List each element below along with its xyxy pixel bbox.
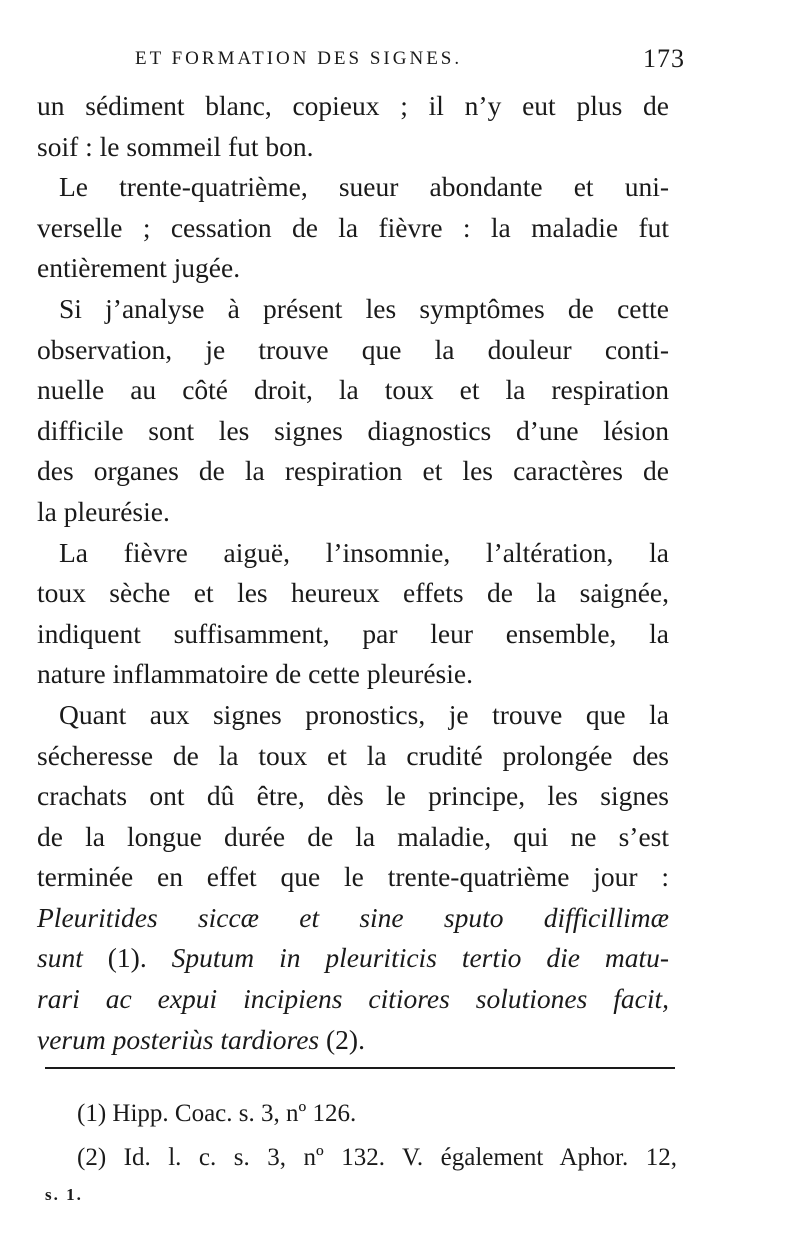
- text-line: Quant aux signes pronostics, je trouve que la: [59, 698, 669, 730]
- latin-quote-line: [37, 1020, 669, 1061]
- text-line: la pleurésie.: [37, 495, 170, 527]
- footnote-2-continuation: s. 1.: [45, 1185, 83, 1204]
- text-line: indiquent suffisamment, par leur ensemble, la: [37, 617, 669, 649]
- running-title: ET FORMATION DES SIGNES.: [135, 48, 463, 69]
- text-line: difficile sont les signes diagnostics d’une lésion: [37, 414, 669, 446]
- text-line: de la longue durée de la maladie, qui ne s’est: [37, 820, 669, 852]
- footnote-divider: [45, 1067, 675, 1069]
- latin-quote-line: Pleuritides siccæ et sine sputo difficillimæ: [37, 901, 669, 933]
- footnote-2: (2) Id. l. c. s. 3, nº 132. V. également Aphor. 12,: [77, 1144, 677, 1171]
- footnote-ref: (1).: [82, 942, 172, 974]
- footnotes: [45, 1092, 677, 1210]
- text-line: Le trente-quatrième, sueur abondante et uni-: [59, 171, 669, 203]
- latin-quote-word: sunt: [37, 942, 83, 974]
- text-line: toux sèche et les heureux effets de la saignée,: [37, 577, 669, 609]
- text-line: crachats ont dû être, dès le principe, les signes: [37, 780, 669, 812]
- latin-quote-line: [37, 938, 669, 979]
- latin-quote-line: rari ac expui incipiens citiores solutiones facit,: [37, 983, 669, 1015]
- latin-quote-fragment: verum posteriùs tardiores: [37, 1023, 320, 1055]
- text-line: soif : le sommeil fut bon.: [37, 130, 314, 162]
- text-line: entièrement jugée.: [37, 252, 241, 284]
- text-line: verselle ; cessation de la fièvre : la maladie fut: [37, 211, 669, 243]
- footnote-ref: (2).: [319, 1023, 365, 1055]
- page-number: 173: [643, 44, 685, 73]
- body-text: [37, 86, 669, 1060]
- text-line: nuelle au côté droit, la toux et la respiration: [37, 374, 669, 406]
- text-line: des organes de la respiration et les caractères de: [37, 455, 669, 487]
- text-line: nature inflammatoire de cette pleurésie.: [37, 658, 473, 690]
- text-line: observation, je trouve que la douleur conti-: [37, 333, 669, 365]
- text-line: Si j’analyse à présent les symptômes de cette: [59, 292, 669, 324]
- text-line: sécheresse de la toux et la crudité prolongée des: [37, 739, 669, 771]
- text-line: un sédiment blanc, copieux ; il n’y eut plus de: [37, 90, 669, 121]
- text-line: terminée en effet que le trente-quatrième jour :: [37, 861, 669, 893]
- latin-quote-fragment: Sputum in pleuriticis tertio die matu-: [171, 942, 669, 974]
- footnote-1: (1) Hipp. Coac. s. 3, nº 126.: [77, 1100, 357, 1127]
- text-line: La fièvre aiguë, l’insomnie, l’altération, la: [59, 536, 669, 568]
- running-head: [135, 44, 685, 78]
